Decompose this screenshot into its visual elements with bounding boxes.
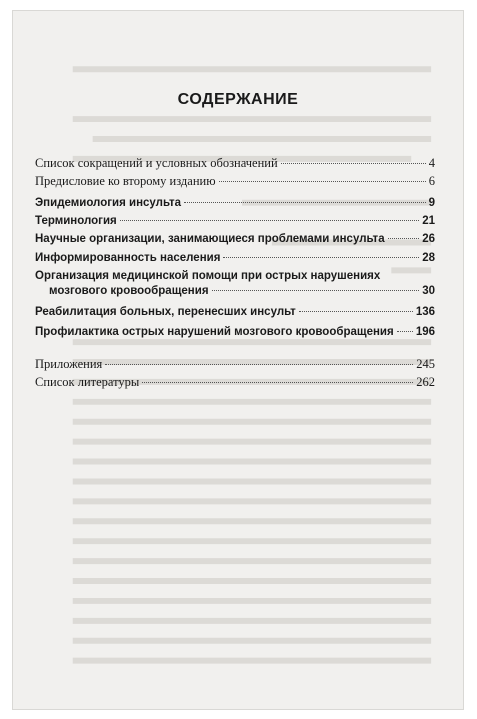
toc-entry-page: 6 xyxy=(428,174,435,188)
book-page xyxy=(12,10,464,710)
toc-entry-title: Научные организации, занимающиеся проблемами инсульта xyxy=(35,233,385,245)
toc-entry xyxy=(35,174,435,189)
toc-entry xyxy=(35,357,435,372)
toc-entry xyxy=(35,214,435,229)
toc-entry-title: Организация медицинской помощи при острых нарушениях xyxy=(35,270,381,282)
toc-entry-page: 4 xyxy=(428,156,435,170)
toc-entry-title: Информированность населения xyxy=(35,252,221,264)
toc-entry xyxy=(35,232,435,247)
toc-entry-title: Приложения xyxy=(35,357,103,371)
toc-entry-title: Список литературы xyxy=(35,375,140,389)
toc-leader-dots xyxy=(281,163,426,164)
toc-leader-dots xyxy=(223,257,419,258)
toc-entry xyxy=(35,325,435,340)
toc-leader-dots xyxy=(142,382,413,383)
toc-leader-dots xyxy=(299,311,413,312)
toc-entry-page: 21 xyxy=(422,215,435,227)
toc-entry-page: 136 xyxy=(415,306,435,318)
page-title: СОДЕРЖАНИЕ xyxy=(177,91,299,108)
toc-entry xyxy=(35,305,435,320)
toc-entry-title: Список сокращений и условных обозначений xyxy=(35,156,278,170)
toc-entry-title: Реабилитация больных, перенесших инсульт xyxy=(35,306,296,318)
toc-entry-page: 196 xyxy=(415,326,435,338)
toc-leader-dots xyxy=(212,290,420,291)
toc-entry-title: Предисловие ко второму изданию xyxy=(35,174,216,188)
toc-entry-page: 28 xyxy=(422,252,435,264)
toc-leader-dots xyxy=(388,238,420,239)
toc-entry-page: 26 xyxy=(422,233,435,245)
toc-entry xyxy=(35,269,435,299)
toc-entry-title: Профилактика острых нарушений мозгового кровообращения xyxy=(35,326,394,338)
toc-entry-page: 9 xyxy=(428,197,435,209)
toc-entry xyxy=(35,375,435,390)
toc-leader-dots xyxy=(105,364,413,365)
toc-entry-title: Терминология xyxy=(35,215,117,227)
toc-entry xyxy=(35,156,435,171)
toc-entry-page: 262 xyxy=(416,375,435,389)
toc-entry-title: Эпидемиология инсульта xyxy=(35,197,182,209)
toc-entry-title-continued: мозгового кровообращения xyxy=(49,285,209,297)
toc-entry xyxy=(35,196,435,211)
toc-entry-page: 30 xyxy=(422,285,435,297)
toc-leader-dots xyxy=(219,181,426,182)
toc-leader-dots xyxy=(397,331,413,332)
toc-entry-page: 245 xyxy=(416,357,435,371)
toc-leader-dots xyxy=(184,202,426,203)
toc-leader-dots xyxy=(120,220,419,221)
toc-entry xyxy=(35,251,435,266)
